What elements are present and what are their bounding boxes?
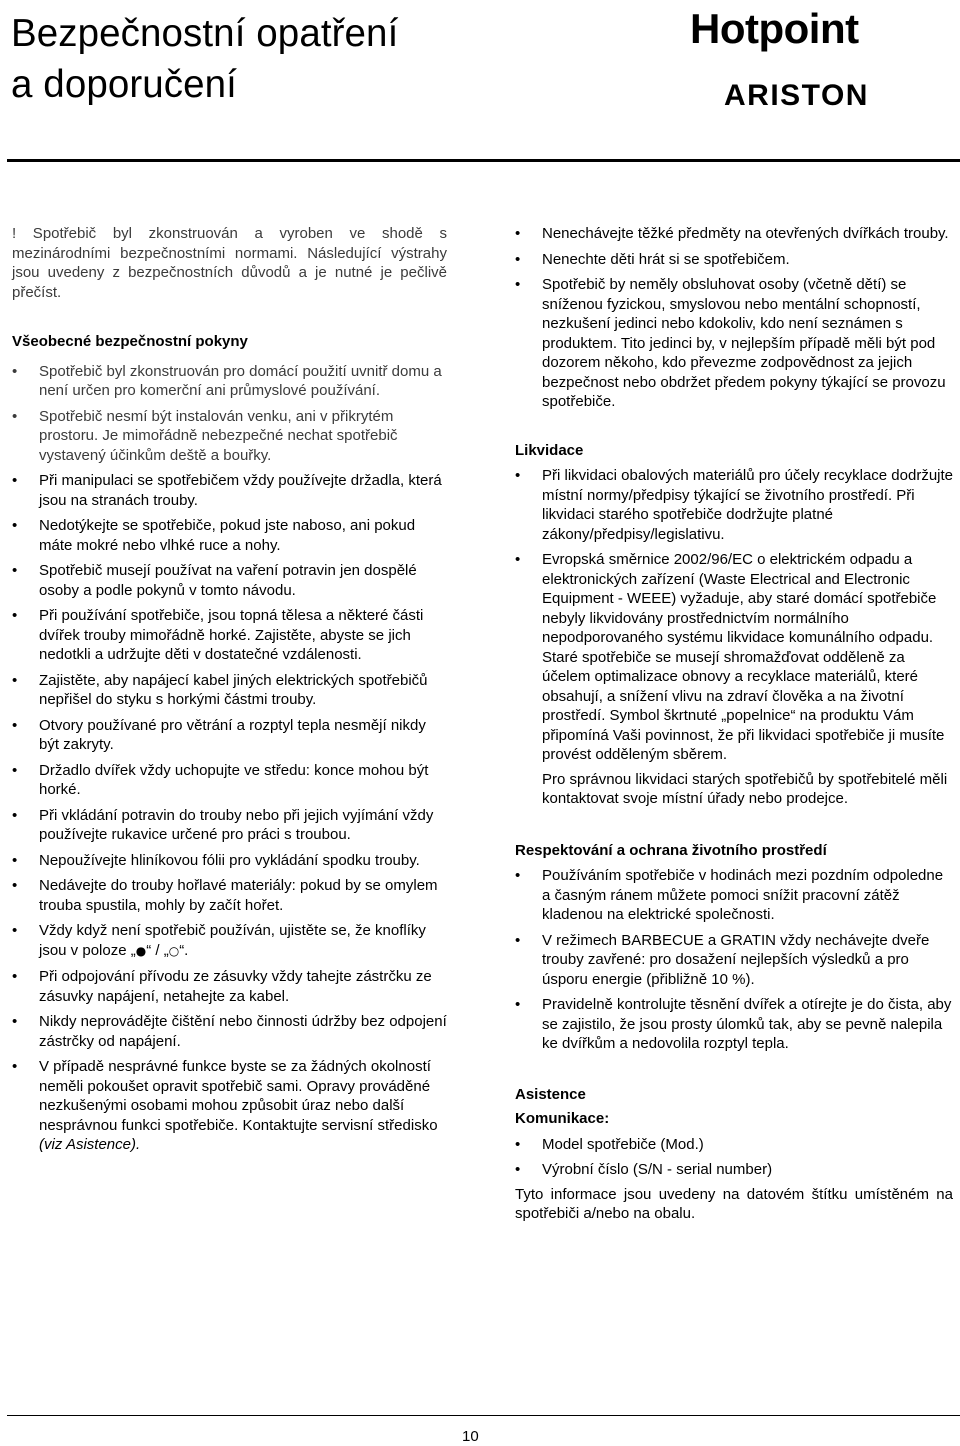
knob-off-filled-icon: ●	[135, 943, 147, 958]
knob-off-hollow-icon: ○	[168, 943, 180, 958]
list-item: • Evropská směrnice 2002/96/EC o elektrickém odpadu a elektronických zařízení (Waste Electrical and Electronic Equipment - WEEE) vyžaduje, aby staré domácí spotřebiče nebyly likvidovány prostřednictvím normálního nepodporovaného systému likvidace komunálního odpadu. Staré spotřebiče se musejí shromažďovat odděleně za účelem optimalizace obnovy a recyklace materiálů, které obsahují, a snížení vlivu na zdraví člověka a na životní prostředí. Symbol škrtnuté „popelnice“ na produktu Vám připomíná Vaši povinnost, že při likvidaci spotřebiče ji musíte provést odděleným sběrem.	[515, 550, 953, 765]
knob-text: Vždy když není spotřebič používán, ujistěte se, že knoflíky jsou v poloze „	[39, 922, 426, 959]
knob-separator: “ / „	[146, 941, 169, 959]
page-title-line1: Bezpečnostní opatření	[11, 12, 399, 55]
page-title-line2: a doporučení	[11, 63, 237, 106]
disposal-list	[515, 466, 953, 765]
list-item: • Nenechte děti hrát si se spotřebičem.	[515, 250, 953, 270]
list-item: • Spotřebič by neměly obsluhovat osoby (včetně dětí) se sníženou fyzickou, smyslovou nebo mentální schopností, nezkušení jedinci nebo kdokoliv, kdo není seznámen s produktem. Tito jedinci by, v nejlepším případě měli být pod dozorem někoho, kdo převezme zodpovědnost za jejich bezpečnost nebo obdržet předem pokyny týkající se provozu spotřebiče.	[515, 275, 953, 412]
list-item: • Spotřebič byl zkonstruován pro domácí použití uvnitř domu a není určen pro komerční ani průmyslové používání.	[12, 362, 447, 401]
list-item: • Model spotřebiče (Mod.)	[515, 1135, 953, 1155]
communication-heading: Komunikace:	[515, 1110, 610, 1127]
list-item-knob-position	[12, 921, 447, 961]
environment-heading: Respektování a ochrana životního prostředí	[515, 841, 827, 859]
intro-warning: ! Spotřebič byl zkonstruován a vyroben ve shodě s mezinárodními bezpečnostními normami. Následující výstrahy jsou uvedeny z bezpečnostních důvodů a je nutné je pečlivě přečíst.	[12, 225, 447, 301]
list-item: • Nedávejte do trouby hořlavé materiály: pokud by se omylem trouba spustila, mohly by začít hořet.	[12, 876, 447, 915]
list-item: • Nikdy neprovádějte čištění nebo činnosti údržby bez odpojení zástrčky od napájení.	[12, 1012, 447, 1051]
list-item: • Nepoužívejte hliníkovou fólii pro vykládání spodku trouby.	[12, 851, 447, 871]
brand-logo	[690, 4, 930, 116]
list-item: • Při odpojování přívodu ze zásuvky vždy tahejte zástrčku ze zásuvky napájení, netahejte za kabel.	[12, 967, 447, 1006]
logo-ariston-text: ARISTON	[724, 79, 869, 112]
right-column	[515, 224, 953, 1224]
list-item: • Držadlo dvířek vždy uchopujte ve středu: konce mohou být horké.	[12, 761, 447, 800]
list-item: • Při manipulaci se spotřebičem vždy používejte držadla, která jsou na stranách trouby.	[12, 471, 447, 510]
assistance-reference: (viz Asistence).	[39, 1136, 141, 1153]
header-divider	[7, 159, 960, 162]
disposal-heading: Likvidace	[515, 441, 584, 459]
page-title	[11, 8, 571, 110]
list-item: • Otvory používané pro větrání a rozptyl tepla nesmějí nikdy být zakryty.	[12, 716, 447, 755]
list-item: • Spotřebič musejí používat na vaření potravin jen dospělé osoby a podle pokynů v tomto návodu.	[12, 561, 447, 600]
list-item: • Spotřebič nesmí být instalován venku, ani v přikrytém prostoru. Je mimořádně nebezpečné nechat spotřebič vystavený účinkům deště a bouřky.	[12, 407, 447, 466]
list-item-repair	[12, 1057, 447, 1155]
warnings-list	[515, 224, 953, 412]
general-safety-list	[12, 362, 447, 1155]
knob-end: “.	[179, 941, 189, 959]
assistance-heading-text: Asistence	[515, 1085, 586, 1103]
list-item: • V režimech BARBECUE a GRATIN vždy nechávejte dveře trouby zavřené: pro dosažení nejlepších výsledků a pro úsporu energie (přibližně 10 %).	[515, 931, 953, 990]
assistance-heading	[515, 1085, 953, 1105]
communication-text: Tyto informace jsou uvedeny na datovém štítku umístěném na spotřebiči a/nebo na obalu.	[515, 1185, 953, 1222]
general-safety-heading: Všeobecné bezpečnostní pokyny	[12, 333, 248, 350]
list-item: • Používáním spotřebiče v hodinách mezi pozdním odpoledne a časným ránem můžete pomoci snížit pracovní zátěž kladenou na elektrické společnosti.	[515, 866, 953, 925]
list-item: • Nedotýkejte se spotřebiče, pokud jste naboso, ani pokud máte mokré nebo vlhké ruce a nohy.	[12, 516, 447, 555]
footer-divider	[7, 1415, 960, 1416]
list-item: • Zajistěte, aby napájecí kabel jiných elektrických spotřebičů nepřišel do styku s horkými částmi trouby.	[12, 671, 447, 710]
list-item: • Nenechávejte těžké předměty na otevřených dvířkách trouby.	[515, 224, 953, 244]
list-item: • Při vkládání potravin do trouby nebo při jejich vyjímání vždy používejte rukavice určené pro práci s troubou.	[12, 806, 447, 845]
list-item: • Při používání spotřebiče, jsou topná tělesa a některé části dvířek trouby mimořádně horké. Zajistěte, abyste se jich nedotkli a udržujte děti v dostatečné vzdálenosti.	[12, 606, 447, 665]
communication-list	[515, 1135, 953, 1180]
list-item: • Při likvidaci obalových materiálů pro účely recyklace dodržujte místní normy/předpisy týkající se životního prostředí. Při likvidaci starého spotřebiče dodržujte platné zákony/předpisy/legislativu.	[515, 466, 953, 544]
list-item: • Výrobní číslo (S/N - serial number)	[515, 1160, 953, 1180]
environment-list	[515, 866, 953, 1054]
logo-hotpoint-text: Hotpoint	[690, 5, 859, 52]
list-item: • Pravidelně kontrolujte těsnění dvířek a otírejte je do čista, aby se zajistilo, že jsou prosty úlomků tak, aby se pevně nalepila ke dvířkům a nedovolila rozptyl tepla.	[515, 995, 953, 1054]
repair-text: V případě nesprávné funkce byste se za žádných okolností neměli pokoušet opravit spotřebič sami. Opravy prováděné nezkušenými osobami mohou způsobit úraz nebo další nesprávnou funkci spotřebiče. Kontaktujte servisní středisko	[39, 1058, 438, 1134]
disposal-extra-text: Pro správnou likvidaci starých spotřebičů by spotřebitelé měli kontaktovat svoje místní úřady nebo prodejce.	[542, 770, 948, 807]
page-number: 10	[462, 1428, 479, 1445]
left-column	[12, 224, 447, 1155]
